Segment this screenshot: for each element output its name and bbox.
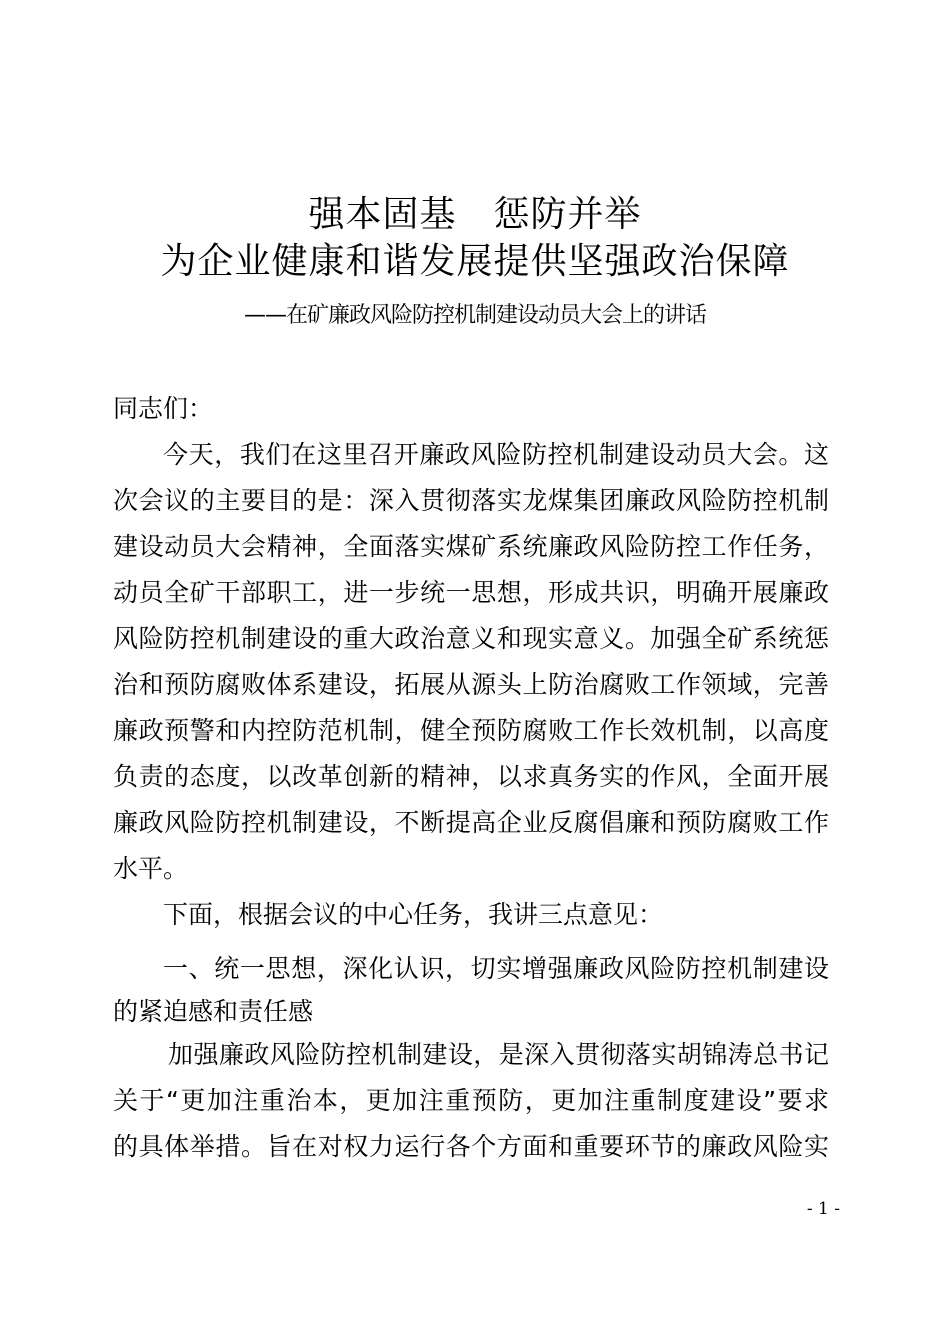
paragraph-1-line: 廉政风险防控机制建设，不断提高企业反腐倡廉和预防腐败工作 [113, 808, 829, 837]
paragraph-1-line: 风险防控机制建设的重大政治意义和现实意义。加强全矿系统惩 [113, 624, 829, 653]
document-title-line-1: 强本固基 惩防并举 [308, 194, 642, 235]
section-1-heading-line: 一、统一思想，深化认识，切实增强廉政风险防控机制建设 [163, 954, 829, 983]
paragraph-2: 下面，根据会议的中心任务，我讲三点意见： [163, 900, 664, 929]
paragraph-3-line: 加强廉政风险防控机制建设，是深入贯彻落实胡锦涛总书记 [168, 1040, 829, 1069]
paragraph-1-line: 动员全矿干部职工，进一步统一思想，形成共识，明确开展廉政 [113, 578, 829, 607]
document-subtitle: ——在矿廉政风险防控机制建设动员大会上的讲话 [243, 303, 706, 328]
paragraph-1-line: 今天，我们在这里召开廉政风险防控机制建设动员大会。这 [163, 440, 829, 469]
paragraph-1-line: 次会议的主要目的是：深入贯彻落实龙煤集团廉政风险防控机制 [113, 486, 829, 515]
paragraph-1-line: 水平。 [113, 854, 189, 883]
paragraph-1-line: 建设动员大会精神，全面落实煤矿系统廉政风险防控工作任务， [113, 532, 829, 561]
section-1-heading-line: 的紧迫感和责任感 [113, 997, 314, 1026]
paragraph-1-line: 廉政预警和内控防范机制，健全预防腐败工作长效机制，以高度 [113, 716, 829, 745]
salutation: 同志们： [113, 394, 214, 423]
document-title-line-2: 为企业健康和谐发展提供坚强政治保障 [160, 241, 790, 282]
paragraph-1-line: 负责的态度，以改革创新的精神，以求真务实的作风，全面开展 [113, 762, 829, 791]
paragraph-3-line: 的具体举措。旨在对权力运行各个方面和重要环节的廉政风险实 [113, 1132, 829, 1161]
paragraph-3-line: 关于“更加注重治本，更加注重预防，更加注重制度建设”要求 [113, 1086, 829, 1115]
paragraph-1-line: 治和预防腐败体系建设，拓展从源头上防治腐败工作领域，完善 [113, 670, 829, 699]
page-number: - 1 - [806, 1199, 840, 1219]
